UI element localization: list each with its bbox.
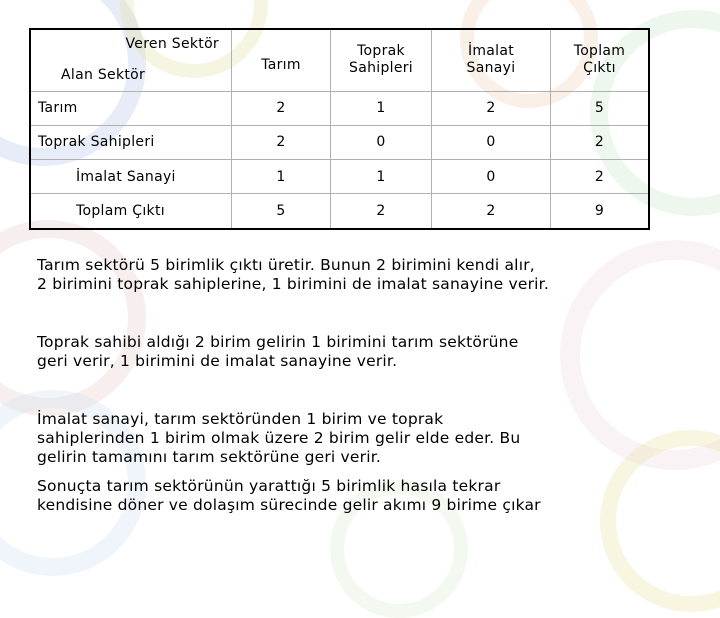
table-cell: 0 [331,125,432,159]
column-header-line: Toprak [357,43,405,60]
input-output-table-container [29,28,650,230]
table-cell: 2 [331,194,432,229]
table-row [30,194,649,229]
paragraph-line: sahiplerinden 1 birim olmak üzere 2 birim gelir elde eder. Bu [37,429,521,447]
table-cell: 0 [432,125,551,159]
paragraph-sonuc [37,477,637,515]
column-header-line: Toplam [573,43,626,60]
table-cell: 5 [232,194,331,229]
row-header: Toplam Çıktı [30,194,232,229]
table-cell: 1 [331,159,432,193]
paragraph-line: 2 birimini toprak sahiplerine, 1 birimini de imalat sanayine verir. [37,275,549,293]
table-row [30,91,649,125]
table-header-row [30,29,649,91]
corner-label-receiver: Alan Sektör [61,66,146,83]
paragraph-line: Toprak sahibi aldığı 2 birim gelirin 1 birimini tarım sektörüne [37,333,519,351]
table-corner-cell [30,29,232,91]
corner-label-giver: Veren Sektör [125,36,219,52]
paragraph-toprak-sahibi [37,333,637,371]
paragraph-line: kendisine döner ve dolaşım sürecinde gelir akımı 9 birime çıkar [37,496,541,514]
column-header-line: Tarım [261,56,301,73]
table-cell: 9 [551,194,650,229]
row-header: Tarım [30,91,232,125]
column-header-toprak-sahipleri [331,29,432,91]
paragraph-line: Sonuçta tarım sektörünün yarattığı 5 birimlik hasıla tekrar [37,477,501,495]
column-header-line: Sanayi [466,60,516,77]
table-cell: 5 [551,91,650,125]
paragraph-line: geri verir, 1 birimini de imalat sanayine verir. [37,352,398,370]
row-header: İmalat Sanayi [30,159,232,193]
column-header-tarim [232,29,331,91]
table-cell: 2 [432,91,551,125]
row-header: Toprak Sahipleri [30,125,232,159]
paragraph-line: İmalat sanayi, tarım sektöründen 1 birim ve toprak [37,410,444,428]
column-header-imalat-sanayi [432,29,551,91]
input-output-table [29,28,650,230]
column-header-toplam-cikti [551,29,650,91]
table-cell: 2 [232,125,331,159]
table-cell: 1 [331,91,432,125]
table-cell: 1 [232,159,331,193]
table-cell: 2 [232,91,331,125]
paragraph-line: gelirin tamamını tarım sektörüne geri verir. [37,448,382,466]
paragraph-imalat-sanayi [37,410,637,467]
column-header-line: Çıktı [583,60,616,77]
table-row [30,125,649,159]
table-row [30,159,649,193]
column-header-line: İmalat [467,43,515,60]
table-cell: 2 [551,159,650,193]
paragraph-line: Tarım sektörü 5 birimlik çıktı üretir. Bunun 2 birimini kendi alır, [37,256,535,274]
table-cell: 0 [432,159,551,193]
table-cell: 2 [551,125,650,159]
column-header-line: Sahipleri [349,60,413,77]
paragraph-tarim [37,256,637,294]
table-cell: 2 [432,194,551,229]
background-circle [0,220,146,416]
